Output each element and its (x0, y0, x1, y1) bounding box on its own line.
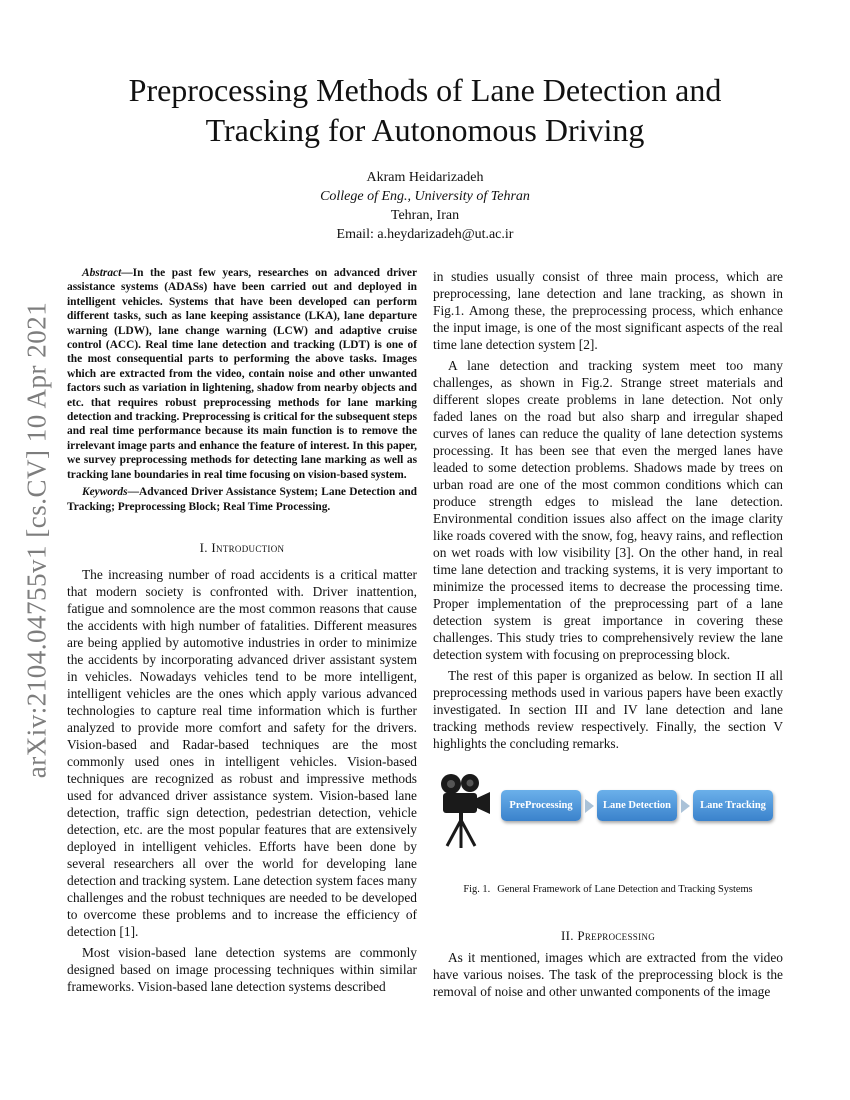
video-camera-icon (435, 770, 495, 850)
paper-title (70, 70, 780, 150)
preprocessing-paragraph-1: As it mentioned, images which are extracted from the video have various noises. The task of the preprocessing block is the removal of noise and other unwanted components of the image (433, 950, 783, 999)
figure-1-diagram (433, 766, 783, 856)
author-email: Email: a.heydarizadeh@ut.ac.ir (336, 227, 514, 242)
abstract-text: —In the past few years, researches on advanced driver assistance systems (ADASs) have been carried out and deployed in intelligent vehicles. Systems that have been developed can perform different tasks, such as lane keeping assistance (LKA), lane departure warning (LDW), lane change warning (LCW) and adaptive cruise control (ACC). Real time lane detection and tracking (LDT) is one of the most consequential parts to performing the above tasks. Images which are extracted from the video, contain noise and other unwanted factors such as variation in lightening, shadow from nearby objects and etc. that requires robust preprocessing methods for lane marking detection and tracking. Preprocessing is critical for the subsequent steps and real time performance because its main function is to remove the irrelevant image parts and enhance the feature of interest. In this paper, we survey preprocessing methods for detecting lane marking as well as tracking lane boundaries in real time focusing on vision-based system. (67, 267, 417, 481)
figure-caption-label: Fig. 1. (463, 884, 491, 895)
author-affiliation: College of Eng., University of Tehran (320, 189, 530, 204)
preprocessing-box: PreProcessing (501, 790, 581, 821)
section-heading-preprocessing: II. Preprocessing (560, 928, 655, 943)
abstract (67, 266, 417, 482)
arxiv-identifier-text: arXiv:2104.04755v1 [cs.CV] 10 Apr 2021 (21, 301, 52, 779)
arxiv-identifier-stamp (17, 290, 57, 790)
author-location: Tehran, Iran (390, 208, 460, 223)
lane-detection-box: Lane Detection (597, 790, 677, 821)
title-line-2: Tracking for Autonomous Driving (205, 112, 645, 148)
lane-tracking-box: Lane Tracking (693, 790, 773, 821)
keywords-text: —Advanced Driver Assistance System; Lane Detection and Tracking; Preprocessing Block; Real Time Processing. (67, 486, 417, 513)
intro-paragraph-2: Most vision-based lane detection systems are commonly designed based on image processing techniques within similar frameworks. Vision-based lane detection systems described (67, 944, 417, 994)
arrow-right-icon (681, 799, 690, 813)
keywords (67, 485, 417, 514)
keywords-label: Keywords (82, 486, 128, 499)
section-heading-introduction: I. Introduction (199, 539, 285, 555)
figure-1-caption (433, 883, 783, 896)
intro-paragraph-2-continued: in studies usually consist of three main process, which are preprocessing, lane detection and lane tracking, as shown in Fig.1. Among these, the preprocessing process, which enhance the input image, is one of the most significant aspects of the real time lane detection system [2]. (433, 269, 783, 352)
author-block (200, 168, 650, 244)
arrow-right-icon (585, 799, 594, 813)
title-line-1: Preprocessing Methods of Lane Detection and (128, 72, 722, 108)
author-name: Akram Heidarizadeh (366, 170, 484, 185)
intro-paragraph-3: A lane detection and tracking system meet too many challenges, as shown in Fig.2. Strange street materials and different slopes create problems in lane detection. Not only faded lanes on the road but also sharp and irregular shaped curves of lanes can reduce the quality of lane detection systems processing. It has been see that even the merged lanes have leaded to some detection problems. Shadows made by trees on urban road are one of the most common conditions which can produce strength edges to mislead the lane detection. Environmental condition issues also affect on the image clarity like roads covered with the snow, fog, heavy rains, and reflection on wet roads with low visibility [3]. On the other hand, in real time lane detection and tracking systems, it is very important to minimize the processed items to decrease the processing time. Proper implementation of the preprocessing part of a lane detection system is great importance in covering these challenges. This study tries to comprehensively review the lane detection system with focusing on preprocessing block. (433, 358, 783, 662)
left-column (67, 266, 417, 995)
intro-paragraph-1: The increasing number of road accidents is a critical matter that modern society is confronted with. Driver inattention, fatigue and somnolence are the most common reasons that cause the accidents with high number of fatalities. Different measures are being applied by automotive industries in order to minimize the accidents by incorporating advanced driver assistant system in vehicles. Nowadays vehicles tend to be more intelligent, intelligent vehicles are the ones which apply various advanced technologies to capture real time information which is further analyzed to provide more comfort and safety for the drivers. Vision-based and Radar-based techniques are the most commonly used ones in intelligent vehicles. Vision-based techniques are recognized as robust and impressive methods used for advanced driver assistance system. Vision-based lane detection, traffic sign detection, pedestrian detection, vehicle detection, etc. are the most popular features that are extensively deployed in intelligent vehicles. Efforts have been done by several researchers all over the world for developing lane detection and tracking system. Lane detection system faces many challenges and the robust techniques are needed to be developed to overcome these problems and to increase the efficiency of detection [1]. (67, 566, 417, 939)
intro-paragraph-4: The rest of this paper is organized as below. In section II all preprocessing methods used in various papers have been exactly investigated. In section III and IV lane detection and lane tracking methods review respectively. Finally, the section V highlights the concluding remarks. (433, 668, 783, 751)
abstract-label: Abstract (82, 267, 122, 279)
figure-caption-text: General Framework of Lane Detection and Tracking Systems (497, 884, 753, 895)
right-column (433, 268, 783, 752)
